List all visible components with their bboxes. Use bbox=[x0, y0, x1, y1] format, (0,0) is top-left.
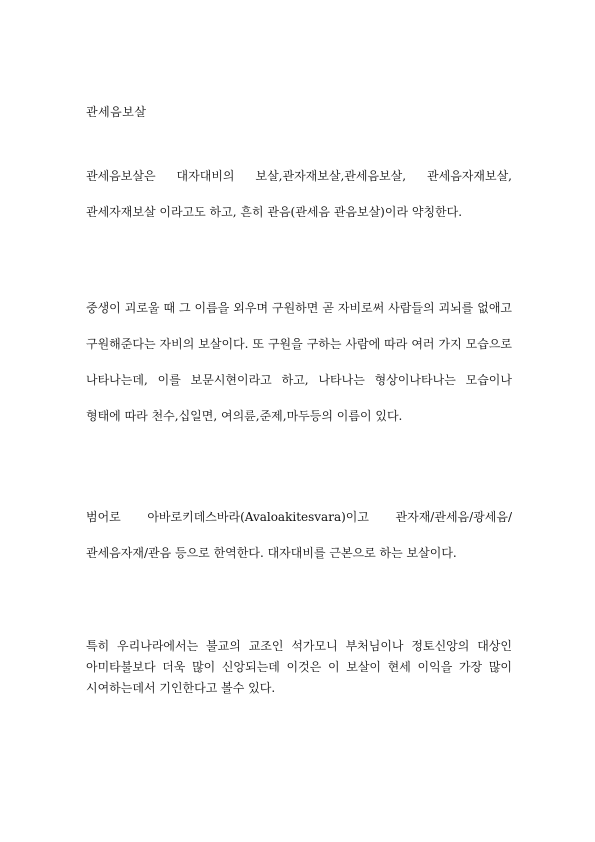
paragraph-1: 관세음보살은 대자대비의 보살,관자재보살,관세음보살, 관세음자재보살,관세자재보살 이라고도 하고, 흔히 관음(관세음 관음보살)이라 약칭한다. bbox=[86, 169, 512, 219]
paragraph-3: 범어로 아바로키데스바라(Avaloakitesvara)이고 관자재/관세음/광세음/관세음자재/관음 등으로 한역한다. 대자대비를 근본으로 하는 보살이다. bbox=[86, 510, 512, 560]
paragraph-2: 중생이 괴로울 때 그 이름을 외우며 구원하면 곧 자비로써 사람들의 괴뇌를 없애고 구원해준다는 자비의 보살이다. 또 구원을 구하는 사람에 따라 여러 가지 모습으로 나타나는데, 이를 보문시현이라고 하고, 나타나는 형상이나타나는 모습이나 형태에 따라 천수,십일면, 여의륜,준제,마두등의 이름이 있다. bbox=[86, 301, 512, 423]
paragraph-4: 특히 우리나라에서는 불교의 교조인 석가모니 부처님이나 정토신앙의 대상인 아미타불보다 더욱 많이 신앙되는데 이것은 이 보살이 현세 이익을 가장 많이 시여하는데서 기인한다고 볼수 있다. bbox=[86, 639, 512, 695]
document-title: 관세음보살 bbox=[86, 105, 147, 119]
